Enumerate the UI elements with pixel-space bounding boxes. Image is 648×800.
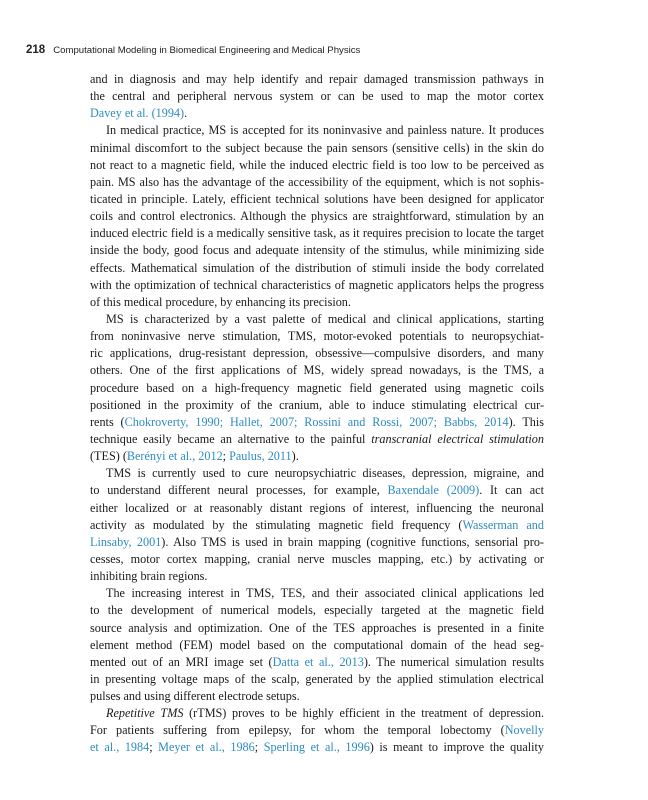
text-run: not react to a magnetic field, while the induced electric field is too low to be perceived as [90, 157, 544, 172]
text-line [90, 620, 544, 637]
text-run: induced electric field is a medically sensitive task, as it requires precision to locate the target [90, 226, 544, 241]
paragraph-first-line [90, 122, 544, 139]
text-line [90, 517, 544, 534]
text-line [90, 191, 544, 208]
text-run: . [184, 106, 188, 121]
text-run: either localized or at reasonably distant regions of interest, influencing the neuronal [90, 500, 544, 515]
page-header [26, 40, 360, 58]
text-line [90, 71, 544, 88]
text-run: ric applications, drug-resistant depression, obsessive—compulsive disorders, and many [90, 346, 544, 361]
text-run: inside the body, good focus and adequate intensity of the stimulus, while minimizing side [90, 243, 544, 258]
text-run: mented out of an MRI image set ( [90, 654, 273, 669]
citation-link[interactable]: Datta et al., 2013 [272, 654, 364, 669]
text-run: pulses and using different electrode setups. [90, 689, 300, 704]
text-run: the central and peripheral nervous system or can be used to map the motor cortex [90, 89, 544, 104]
text-run: ). [291, 449, 299, 464]
text-line [90, 140, 544, 157]
text-run: ) is meant to improve the quality [369, 740, 544, 755]
text-run: procedure based on a high-frequency magnetic field generated using magnetic coils [90, 380, 544, 395]
text-line [90, 174, 544, 191]
text-line [90, 362, 544, 379]
text-run: cesses, motor cortex mapping, cranial nerve muscles mapping, etc.) by activating or [90, 551, 544, 566]
text-run: technique easily became an alternative to the painful [90, 431, 372, 446]
text-run: positioned in the proximity of the cranium, able to induce stimulating electrical cur- [90, 397, 544, 412]
text-line [90, 345, 544, 362]
text-run: and in diagnosis and may help identify and repair damaged transmission pathways in [90, 72, 544, 86]
text-line [90, 637, 544, 654]
text-line [90, 500, 544, 517]
text-run: inhibiting brain regions. [90, 569, 208, 584]
text-line [90, 328, 544, 345]
text-run: (rTMS) proves to be highly efficient in the treatment of depression. [183, 706, 544, 721]
text-run: to the development of numerical models, especially targeted at the magnetic field [90, 603, 544, 618]
text-line [90, 448, 544, 465]
text-line [90, 277, 544, 294]
citation-link[interactable]: Sperling et al., 1996 [263, 740, 370, 755]
citation-link[interactable]: Linsaby, 2001 [90, 534, 162, 549]
italic-text: Repetitive TMS [106, 706, 184, 721]
text-line [90, 688, 544, 705]
citation-link[interactable]: Baxendale (2009) [387, 483, 480, 498]
text-line [90, 602, 544, 619]
text-line [90, 380, 544, 397]
text-run: (TES) ( [90, 449, 127, 464]
text-line [90, 208, 544, 225]
citation-link[interactable]: Meyer et al., 1986 [158, 740, 255, 755]
text-run: in presenting voltage maps of the scalp, generated by the applied stimulation electrical [90, 671, 544, 686]
text-run: ; [149, 740, 159, 755]
text-line [90, 482, 544, 499]
body-text [90, 71, 544, 757]
text-run: source analysis and optimization. One of the TES approaches is presented in a finite [90, 620, 544, 635]
text-run: MS is characterized by a vast palette of medical and clinical applications, starting [106, 311, 544, 326]
text-run: from noninvasive nerve stimulation, TMS, motor-evoked potentials to neuropsychiat- [90, 329, 544, 344]
text-run: rents ( [90, 414, 125, 429]
citation-link[interactable]: Novelly [504, 723, 544, 738]
text-line [90, 739, 544, 756]
text-run: minimal discomfort to the subject because the pain sensors (sensitive cells) in the skin do [90, 140, 544, 155]
text-run: ). Also TMS is used in brain mapping (cognitive functions, sensorial pro- [161, 534, 544, 549]
paragraph-first-line [90, 465, 544, 482]
text-run: ; [254, 740, 264, 755]
text-run: ). This [508, 414, 544, 429]
text-line [90, 397, 544, 414]
citation-link[interactable]: Davey et al. (1994) [90, 106, 185, 121]
text-line [90, 722, 544, 739]
italic-text: transcranial electrical stimulation [371, 431, 544, 446]
citation-link[interactable]: Paulus, 2011 [229, 449, 292, 464]
text-line [90, 671, 544, 688]
text-line [90, 242, 544, 259]
page-number: 218 [26, 44, 46, 56]
text-line [90, 534, 544, 551]
text-line [90, 551, 544, 568]
text-run: In medical practice, MS is accepted for its noninvasive and painless nature. It produces [106, 123, 544, 138]
text-run: . It can act [479, 483, 544, 498]
text-line [90, 294, 544, 311]
text-line [90, 225, 544, 242]
citation-link[interactable]: et al., 1984 [90, 740, 150, 755]
text-run: with the optimization of technical characteristics of magnetic applicators helps the progress [90, 277, 544, 292]
citation-link[interactable]: Berényi et al., 2012 [126, 449, 223, 464]
paragraph-first-line [90, 311, 544, 328]
citation-link[interactable]: Chokroverty, 1990; Hallet, 2007; Rossini and Rossi, 2007; Babbs, 2014 [124, 414, 509, 429]
text-line [90, 157, 544, 174]
paragraph-first-line [90, 585, 544, 602]
text-line [90, 654, 544, 671]
text-line [90, 105, 544, 122]
text-run: ; [222, 449, 230, 464]
text-run: For patients suffering from epilepsy, for whom the temporal lobectomy ( [90, 723, 505, 738]
text-run: coils and control electronics. Although the physics are straightforward, stimulation by an [90, 209, 544, 224]
text-line [90, 568, 544, 585]
citation-link[interactable]: Wasserman and [462, 517, 544, 532]
text-run: to understand different neural processes, for example, [90, 483, 388, 498]
text-line [90, 431, 544, 448]
text-line [90, 260, 544, 277]
text-run: The increasing interest in TMS, TES, and their associated clinical applications led [106, 586, 544, 601]
text-run: ). The numerical simulation results [363, 654, 544, 669]
text-line [90, 88, 544, 105]
text-run: TMS is currently used to cure neuropsychiatric diseases, depression, migraine, and [106, 466, 544, 481]
text-run: effects. Mathematical simulation of the distribution of stimuli inside the body correlated [90, 260, 544, 275]
text-run: of this medical procedure, by enhancing its precision. [90, 294, 351, 309]
text-run: ticated in principle. Lately, efficient technical solutions have been designed for applicator [90, 191, 544, 206]
running-title: Computational Modeling in Biomedical Engineering and Medical Physics [53, 45, 361, 56]
paragraph-first-line [90, 705, 544, 722]
text-run: element method (FEM) model based on the computational domain of the head seg- [90, 637, 544, 652]
text-run: pain. MS also has the advantage of the accessibility of the equipment, which is not sophis- [90, 174, 544, 189]
text-run: activity as modulated by the stimulating magnetic field frequency ( [90, 517, 463, 532]
text-line [90, 414, 544, 431]
text-run: others. One of the first applications of MS, widely spread nowadays, is the TMS, a [90, 363, 544, 378]
